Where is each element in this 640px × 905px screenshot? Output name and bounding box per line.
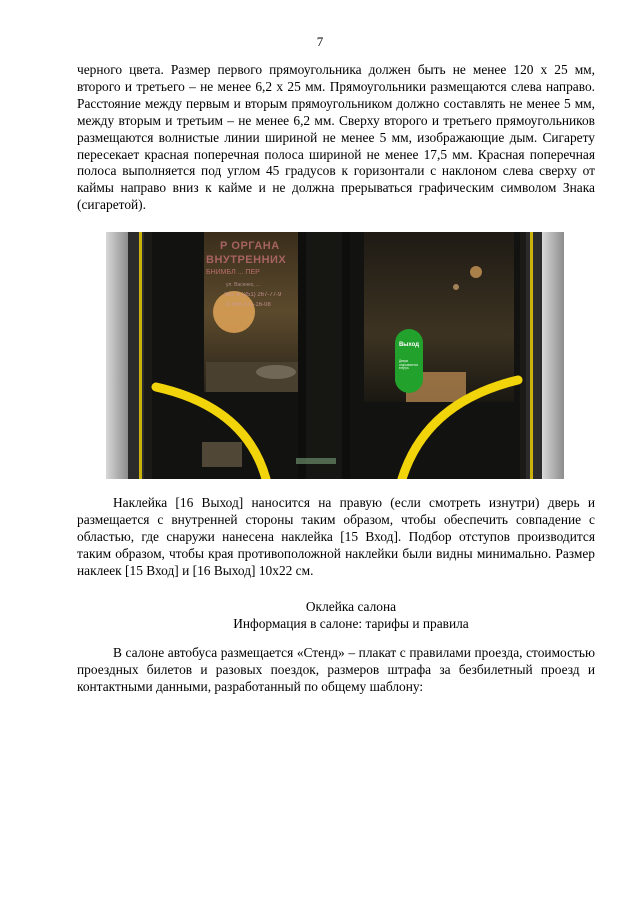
- glass-reflection-text: Р ОРГАНА: [220, 240, 280, 252]
- paragraph-stand-info: В салоне автобуса размещается «Стенд» – плакат с правилами проезда, стоимостью проездных билетов и разовых поездок, размеров штрафа за безбилетный проезд и контактными данными, разработанный по общему шаблону:: [77, 645, 595, 694]
- paragraph-exit-sticker: Наклейка [16 Выход] наносится на правую (если смотреть изнутри) дверь и размещается с внутренней стороны таким образом, чтобы обеспечить совпадение с областью, где снаружи нанесена наклейка [15 Вход]. Подбор отступов производится таким образом, чтобы края противоположной наклейки были видны минимально. Размер наклеек [15 Вход] и [16 Выход] 10x22 см.: [77, 495, 595, 578]
- paragraph-smoking-sign: черного цвета. Размер первого прямоугольника должен быть не менее 120 х 25 мм, второго и третьего – не менее 6,2 х 25 мм. Прямоугольники размещаются слева направо. Расстояние между первым и вторым прямоугольником должно составлять не менее 5 мм, между вторым и третьим – не менее 6,2 мм. Сверху второго и третьего прямоугольников размещаются волнистые линии шириной не менее 5 мм, изображающие дым. Сигарету пересекает красная поперечная полоса шириной не менее 17,5 мм. Красная поперечная полоса выполняется под углом 45 градусов к горизонтали с наклоном слева сверху от каймы направо вниз к кайме и не должна прерываться графическим символом Знака (сигаретой).: [77, 62, 595, 213]
- section-heading: Оклейка салона: [305, 599, 397, 614]
- bus-door-illustration: [106, 232, 564, 479]
- exit-sticker-label: Выход: [398, 342, 420, 348]
- glass-reflection-text: ВНУТРЕННИХ: [206, 254, 287, 266]
- glass-reflection-text: 8-999-371-16-08: [226, 302, 271, 308]
- glass-reflection-text: тел. 8 (351) 267-77-9: [224, 292, 282, 298]
- exit-sticker-note: Двери открываются внутрь: [399, 359, 419, 371]
- page-number: 7: [316, 34, 324, 49]
- glass-reflection-text: ул. Васенко, ...: [226, 282, 261, 288]
- bus-door-photo: [106, 232, 564, 479]
- section-subheading: Информация в салоне: тарифы и правила: [233, 616, 469, 631]
- exit-sticker: [395, 329, 423, 393]
- glass-reflection-text: БНИМБЛ ... ПЕР: [206, 269, 260, 276]
